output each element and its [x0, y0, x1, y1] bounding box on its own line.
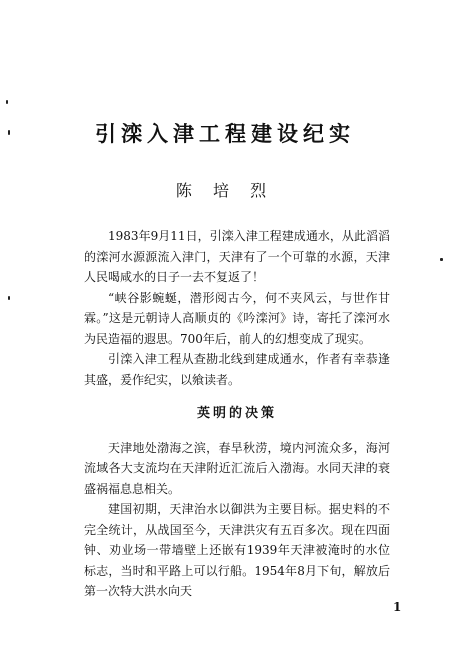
article-body	[84, 226, 390, 602]
paragraph: 引滦入津工程从查勘北线到建成通水，作者有幸恭逢其盛，爰作纪实，以飨读者。	[84, 352, 390, 387]
section-heading: 英明的决策	[196, 406, 277, 421]
paragraph: 1983年9月11日，引滦入津工程建成通水，从此滔滔的滦河水源源流入津门，天津有了一个可靠的水源，天津人民喝咸水的日子一去不复返了！	[84, 229, 390, 284]
page-number: 1	[393, 600, 402, 614]
paragraph: 建国初期，天津治水以御洪为主要目标。据史料的不完全统计，从战国至今，天津洪灾有五百多次。现在四面钟、劝业场一带墙壁上还嵌有1939年天津被淹时的水位标志，当时和平路上可以行船。1954年8月下旬，解放后第一次特大洪水向天	[84, 502, 390, 598]
paragraph: 天津地处渤海之滨，春旱秋涝，境内河流众多，海河流域各大支流均在天津附近汇流后入渤海。水同天津的衰盛祸福息息相关。	[84, 440, 390, 496]
article-title: 引滦入津工程建设纪实	[95, 121, 355, 146]
paragraph: “峡谷影蜿蜒，潜形阅古今，何不夹风云，与世作甘霖。”这是元朝诗人高顺贞的《吟滦河》诗，寄托了滦河水为民造福的遐思。700年后，前人的幻想变成了现实。	[84, 290, 390, 346]
author-name: 陈 培 烈	[175, 181, 275, 200]
scan-speck	[8, 296, 10, 300]
scan-speck	[440, 258, 443, 261]
scan-speck	[6, 100, 8, 104]
